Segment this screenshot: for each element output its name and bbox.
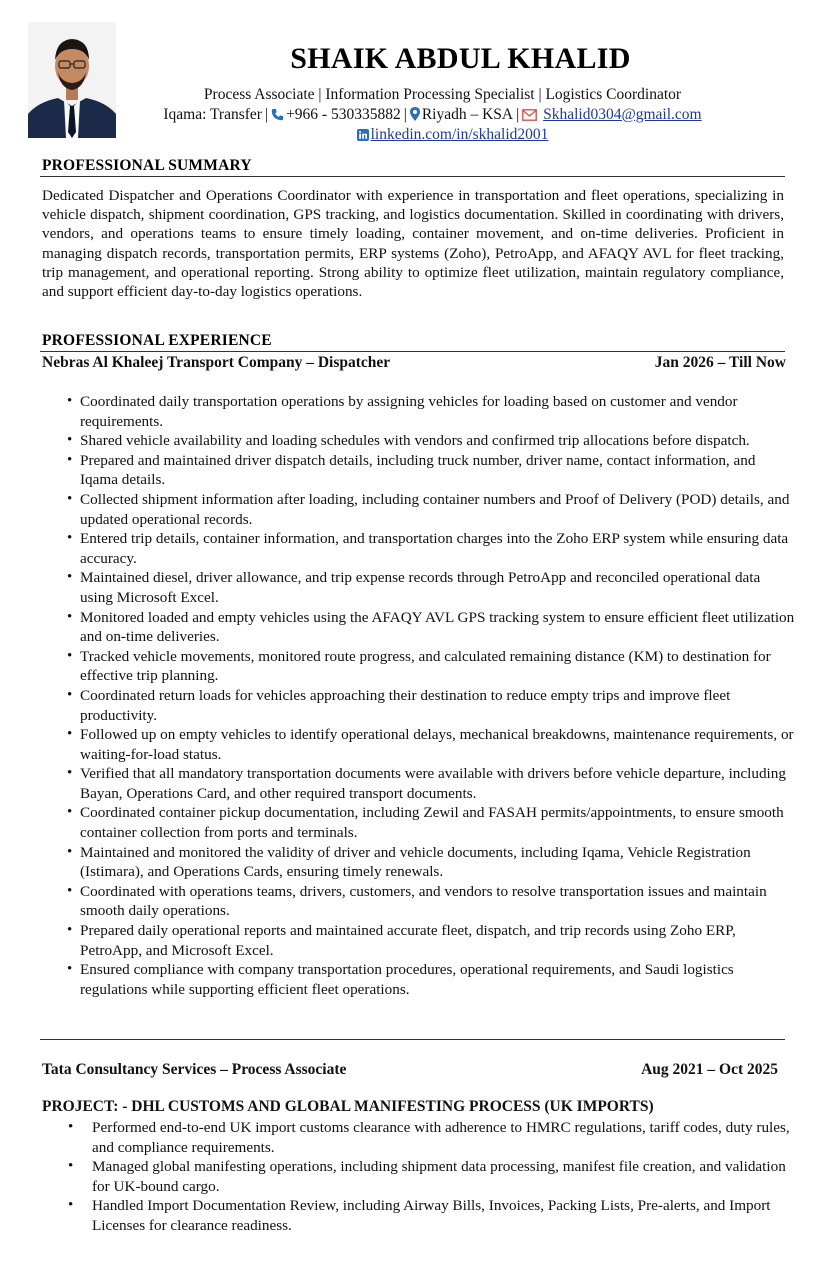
job-company-role: Nebras Al Khaleej Transport Company – Dispatcher (42, 354, 391, 371)
job-header (42, 1061, 778, 1079)
list-item: • Monitored loaded and empty vehicles using the AFAQY AVL GPS tracking system to ensure efficient fleet utilization and on-time deliveries. (40, 608, 796, 647)
summary-divider (40, 176, 785, 177)
job-dates: Jan 2026 – Till Now (654, 354, 786, 371)
list-item: • Performed end-to-end UK import customs clearance with adherence to HMRC regulations, tariff codes, duty rules, and compliance requirements. (40, 1118, 796, 1157)
separator: | (516, 106, 520, 123)
linkedin-link[interactable]: linkedin.com/in/skhalid2001 (370, 126, 549, 143)
job-dates: Aug 2021 – Oct 2025 (641, 1061, 778, 1078)
list-item: • Collected shipment information after loading, including container numbers and Proof of Delivery (POD) details, and updated operational records. (40, 490, 796, 529)
list-item: • Coordinated container pickup documentation, including Zewil and FASAH permits/appointments, to ensure smooth container collection from ports and terminals. (40, 803, 796, 842)
summary-text: Dedicated Dispatcher and Operations Coordinator with experience in transportation and fleet operations, specializing in vehicle dispatch, shipment coordination, GPS tracking, and logistics documentation. Skilled in coordinating with drivers, vendors, and operations teams to ensure timely loading, container movement, and on-time deliveries. Proficient in managing dispatch records, transportation permits, ERP systems (Zoho), PetroApp, and AFAQY AVL for fleet tracking, trip management, and operational reporting. Strong ability to optimize fleet utilization, maintain regulatory compliance, and support efficient day-to-day logistics operations. (42, 187, 784, 301)
separator: | (264, 106, 269, 123)
map-pin-icon (410, 107, 420, 126)
job-divider (40, 1039, 785, 1040)
experience-heading: PROFESSIONAL EXPERIENCE (42, 332, 272, 349)
list-item: • Prepared daily operational reports and maintained accurate fleet, dispatch, and trip records using Zoho ERP, PetroApp, and Microsoft Excel. (40, 921, 796, 960)
location: Riyadh – KSA (421, 106, 514, 123)
candidate-name: SHAIK ABDUL KHALID (290, 42, 631, 75)
list-item: • Prepared and maintained driver dispatch details, including truck number, driver name, contact information, and Iqama details. (40, 451, 796, 490)
list-item: • Coordinated with operations teams, drivers, customers, and vendors to resolve transportation issues and maintain smooth daily operations. (40, 882, 796, 921)
list-item: • Coordinated daily transportation operations by assigning vehicles for loading based on customer and vendor requirements. (40, 392, 796, 431)
email-link[interactable]: Skhalid0304@gmail.com (543, 106, 702, 123)
iqama-status: Iqama: Transfer (163, 106, 262, 123)
list-item: • Maintained and monitored the validity of driver and vehicle documents, including Iqama, Vehicle Registration (Istimara), and Operations Cards, ensuring timely renewals. (40, 843, 796, 882)
envelope-icon (522, 108, 537, 126)
headline-titles: Process Associate | Information Processing Specialist | Logistics Coordinator (203, 86, 682, 103)
contact-line (0, 106, 825, 126)
project-responsibilities-list (40, 1118, 796, 1236)
experience-divider (40, 351, 785, 352)
list-item: • Managed global manifesting operations, including shipment data processing, manifest file creation, and validation for UK-bound cargo. (40, 1157, 796, 1196)
phone-icon (271, 108, 284, 126)
phone-number: +966 - 530335882 (286, 106, 401, 123)
linkedin-row (0, 126, 825, 146)
summary-heading: PROFESSIONAL SUMMARY (42, 157, 252, 174)
list-item: • Maintained diesel, driver allowance, and trip expense records through PetroApp and reconciled operational data using Microsoft Excel. (40, 568, 796, 607)
job-responsibilities-list (40, 392, 796, 999)
linkedin-icon (357, 128, 369, 146)
job-company-role: Tata Consultancy Services – Process Associate (42, 1061, 347, 1078)
list-item: • Tracked vehicle movements, monitored route progress, and calculated remaining distance (KM) to destination for effective trip planning. (40, 647, 796, 686)
list-item: • Verified that all mandatory transportation documents were available with drivers before vehicle departure, including Bayan, Operations Card, and other required transport documents. (40, 764, 796, 803)
job-header (42, 354, 786, 372)
project-name: PROJECT: - DHL CUSTOMS AND GLOBAL MANIFESTING PROCESS (UK IMPORTS) (42, 1098, 654, 1115)
list-item: • Coordinated return loads for vehicles approaching their destination to reduce empty trips and improve fleet productivity. (40, 686, 796, 725)
list-item: • Entered trip details, container information, and transportation charges into the Zoho ERP system while ensuring data accuracy. (40, 529, 796, 568)
project-title (42, 1098, 786, 1116)
list-item: • Followed up on empty vehicles to identify operational delays, mechanical breakdowns, maintenance requirements, or waiting-for-load status. (40, 725, 796, 764)
list-item: • Shared vehicle availability and loading schedules with vendors and confirmed trip allocations before dispatch. (40, 431, 796, 451)
list-item: • Ensured compliance with company transportation procedures, operational requirements, and Saudi logistics regulations while supporting efficient fleet operations. (40, 960, 796, 999)
list-item: • Handled Import Documentation Review, including Airway Bills, Invoices, Packing Lists, Pre-alerts, and Import Licenses for clearance readiness. (40, 1196, 796, 1235)
separator: | (403, 106, 407, 123)
